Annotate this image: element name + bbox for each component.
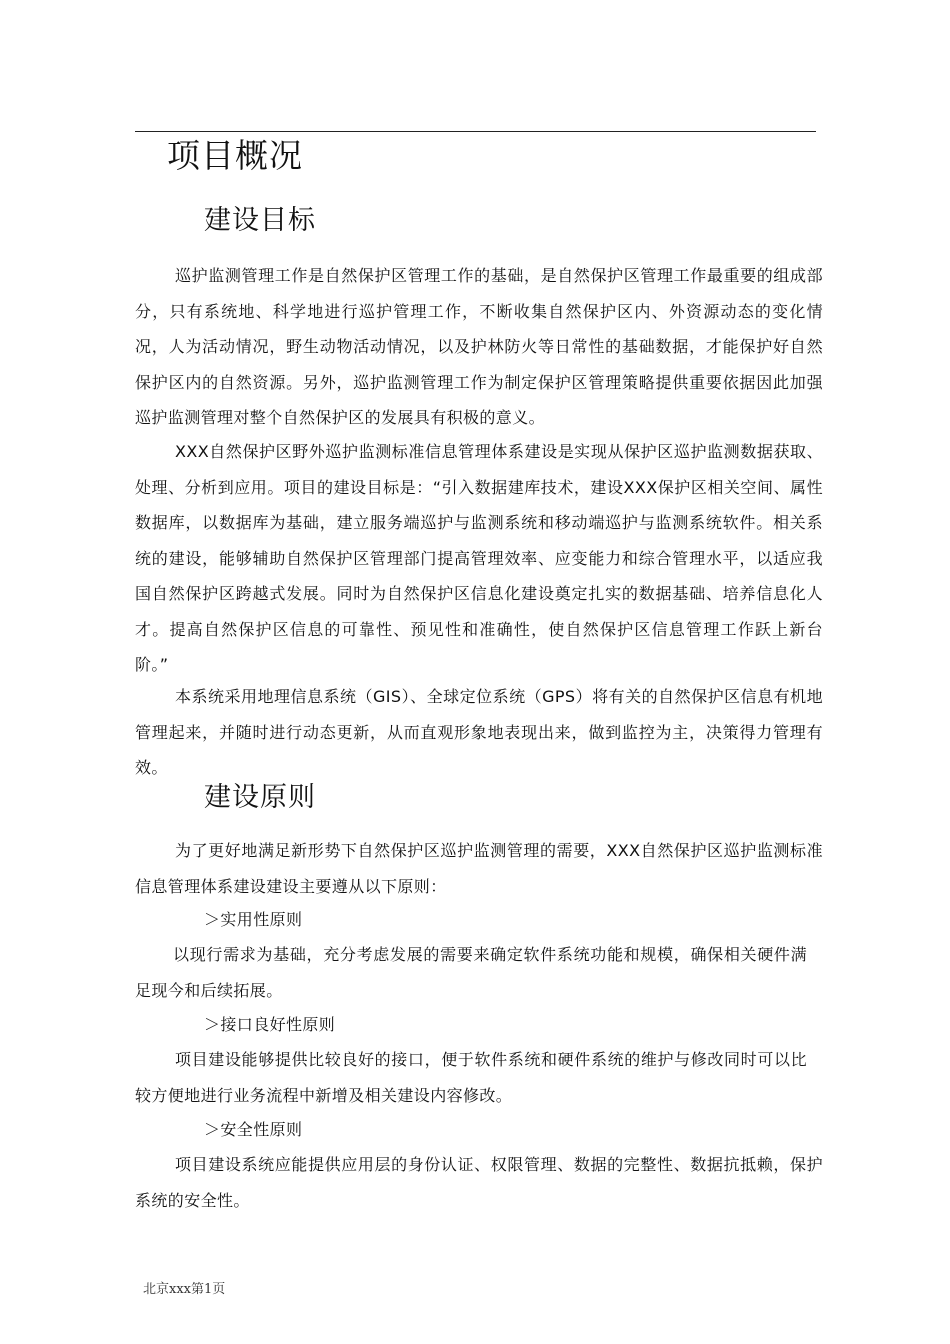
goals-paragraph-1: 巡护监测管理工作是自然保护区管理工作的基础，是自然保护区管理工作最重要的组成部分，只有系统地、科学地进行巡护管理工作，不断收集自然保护区内、外资源动态的变化情况，人为活动情况，野生动物活动情况，以及护林防火等日常性的基础数据，才能保护好自然保护区内的自然资源。另外，巡护监测管理工作为制定保护区管理策略提供重要依据因此加强巡护监测管理对整个自然保护区的发展具有积极的意义。 xyxy=(135,266,823,427)
principle-label-practicality: ＞实用性原则 xyxy=(204,910,303,929)
goals-paragraph-3: 本系统采用地理信息系统（GIS）、全球定位系统（GPS）将有关的自然保护区信息有机地管理起来，并随时进行动态更新，从而直观形象地表现出来，做到监控为主，决策得力管理有效。 xyxy=(135,687,823,777)
goals-paragraph-2: XXX自然保护区野外巡护监测标准信息管理体系建设是实现从保护区巡护监测数据获取、处理、分析到应用。项目的建设目标是：“引入数据建库技术，建设XXX保护区相关空间、属性数据库，以数据库为基础，建立服务端巡护与监测系统和移动端巡护与监测系统软件。相关系统的建设，能够辅助自然保护区管理部门提高管理效率、应变能力和综合管理水平，以适应我国自然保护区跨越式发展。同时为自然保护区信息化建设奠定扎实的数据基础、培养信息化人才。提高自然保护区信息的可靠性、预见性和准确性，使自然保护区信息管理工作跃上新台阶。” xyxy=(135,442,823,674)
section-heading-principles: 建设原则 xyxy=(204,782,316,813)
principle-text-security: 项目建设系统应能提供应用层的身份认证、权限管理、数据的完整性、数据抗抵赖，保护系统的安全性。 xyxy=(135,1155,823,1210)
principles-intro: 为了更好地满足新形势下自然保护区巡护监测管理的需要，XXX自然保护区巡护监测标准信息管理体系建设建设主要遵从以下原则： xyxy=(135,841,823,896)
principle-label-security: ＞安全性原则 xyxy=(204,1120,303,1139)
principle-label-interface: ＞接口良好性原则 xyxy=(204,1015,336,1034)
header-rule xyxy=(135,131,816,132)
principle-text-interface: 项目建设能够提供比较良好的接口，便于软件系统和硬件系统的维护与修改同时可以比较方便地进行业务流程中新增及相关建设内容修改。 xyxy=(135,1050,807,1105)
principle-text-practicality: 以现行需求为基础，充分考虑发展的需要来确定软件系统功能和规模，确保相关硬件满足现今和后续拓展。 xyxy=(135,945,807,1000)
main-heading: 项目概况 xyxy=(167,136,303,175)
section-heading-goals: 建设目标 xyxy=(204,205,316,236)
page-footer: 北京xxx第1页 xyxy=(143,1282,226,1297)
